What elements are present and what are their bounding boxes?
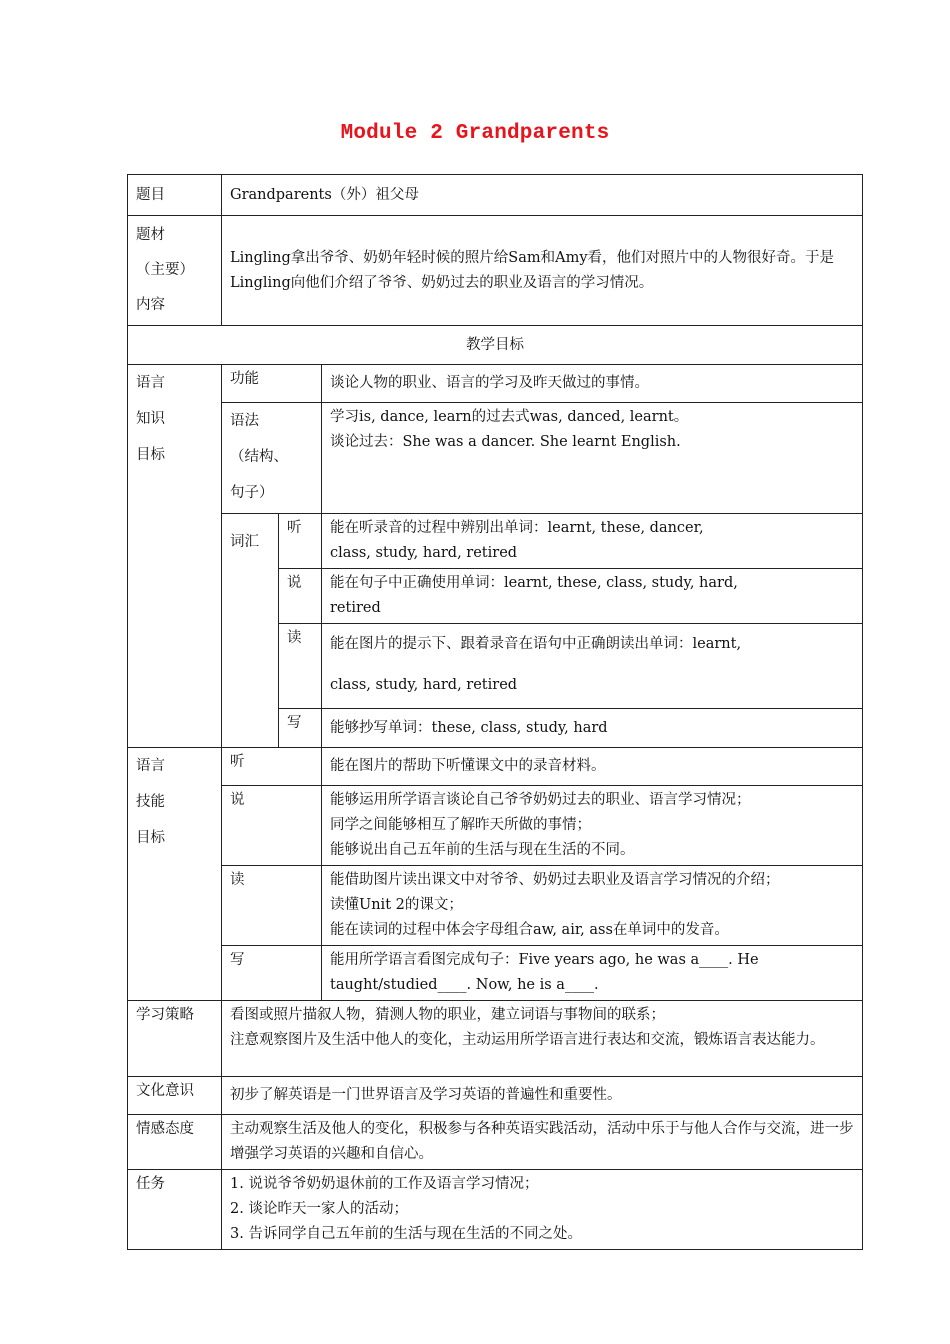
task-item: 1. 说说爷爷奶奶退休前的工作及语言学习情况； <box>230 1176 539 1192</box>
skills-row <box>128 866 863 946</box>
skills-desc-line: taught/studied____. Now, he is a____. <box>330 977 599 993</box>
skills-desc <box>322 866 863 946</box>
tasks-value <box>222 1170 863 1250</box>
skills-desc-line: 读懂Unit 2的课文； <box>330 897 463 913</box>
skills-desc-line: 能在图片的帮助下听懂课文中的录音材料。 <box>330 758 606 774</box>
vocab-skill: 听 <box>279 514 322 569</box>
skills-desc-line: 能够运用所学语言谈论自己爷爷奶奶过去的职业、语言学习情况； <box>330 792 751 808</box>
strategy-label: 学习策略 <box>128 1001 222 1077</box>
vocab-desc-line: class, study, hard, retired <box>330 545 518 561</box>
topic-label: 题目 <box>128 175 222 216</box>
grammar-value <box>322 403 863 514</box>
skills-desc <box>322 748 863 786</box>
strategy-line: 注意观察图片及生活中他人的变化，主动运用所学语言进行表达和交流，锻炼语言表达能力。 <box>230 1032 825 1048</box>
vocab-skill: 写 <box>279 709 322 748</box>
skills-desc-line: 同学之间能够相互了解昨天所做的事情； <box>330 817 591 833</box>
skills-desc-line: 能借助图片读出课文中对爷爷、奶奶过去职业及语言学习情况的介绍； <box>330 872 780 888</box>
skills-skill: 写 <box>222 946 322 1001</box>
function-row <box>128 365 863 403</box>
function-label: 功能 <box>222 365 322 403</box>
knowledge-label-line: 目标 <box>136 447 165 463</box>
grammar-row <box>128 403 863 514</box>
skills-label-line: 技能 <box>136 794 165 810</box>
grammar-label-line: 句子） <box>230 485 274 501</box>
vocab-skill: 说 <box>279 569 322 624</box>
vocab-desc-line: class, study, hard, retired <box>330 677 518 693</box>
vocab-desc-line: retired <box>330 600 381 616</box>
objectives-header: 教学目标 <box>128 326 863 365</box>
topic-value: Grandparents（外）祖父母 <box>222 175 863 216</box>
grammar-label-line: （结构、 <box>230 449 288 465</box>
skills-desc <box>322 786 863 866</box>
skills-desc-line: 能够说出自己五年前的生活与现在生活的不同。 <box>330 842 635 858</box>
skills-row <box>128 946 863 1001</box>
vocab-desc <box>322 514 863 569</box>
grammar-line: 谈论过去：She was a dancer. She learnt English. <box>330 434 681 450</box>
page-title: Module 2 Grandparents <box>340 122 610 145</box>
knowledge-label <box>128 365 222 748</box>
skills-desc <box>322 946 863 1001</box>
skills-label-line: 目标 <box>136 830 165 846</box>
content-label-line: 题材 <box>136 227 165 243</box>
skills-skill: 听 <box>222 748 322 786</box>
vocab-desc-line: 能在图片的提示下、跟着录音在语句中正确朗读出单词：learnt, <box>330 636 742 652</box>
skills-row <box>128 786 863 866</box>
culture-row <box>128 1077 863 1115</box>
objectives-header-row <box>128 326 863 365</box>
strategy-value <box>222 1001 863 1077</box>
attitude-label: 情感态度 <box>128 1115 222 1170</box>
attitude-value: 主动观察生活及他人的变化，积极参与各种英语实践活动，活动中乐于与他人合作与交流，进一步增强学习英语的兴趣和自信心。 <box>222 1115 863 1170</box>
content-row <box>128 216 863 326</box>
vocab-skill: 读 <box>279 624 322 709</box>
vocab-desc-line: 能在句子中正确使用单词：learnt, these, class, study, hard, <box>330 575 738 591</box>
lesson-plan-table <box>127 174 863 1250</box>
task-item: 2. 谈论昨天一家人的活动； <box>230 1201 408 1217</box>
culture-value: 初步了解英语是一门世界语言及学习英语的普遍性和重要性。 <box>222 1077 863 1115</box>
vocab-desc <box>322 709 863 748</box>
content-label-line: （主要） <box>136 262 194 278</box>
strategy-line: 看图或照片描叙人物，猜测人物的职业，建立词语与事物间的联系； <box>230 1007 665 1023</box>
knowledge-label-line: 语言 <box>136 375 165 391</box>
content-value: Lingling拿出爷爷、奶奶年轻时候的照片给Sam和Amy看，他们对照片中的人物很好奇。于是Lingling向他们介绍了爷爷、奶奶过去的职业及语言的学习情况。 <box>222 216 863 326</box>
vocab-desc <box>322 569 863 624</box>
skills-desc-line: 能在读词的过程中体会字母组合aw, air, ass在单词中的发音。 <box>330 922 729 938</box>
vocab-label: 词汇 <box>222 514 279 748</box>
vocab-desc-line: 能够抄写单词：these, class, study, hard <box>330 719 608 736</box>
vocab-desc <box>322 624 863 709</box>
vocab-desc-line: 能在听录音的过程中辨别出单词：learnt, these, dancer, <box>330 520 704 536</box>
skills-desc-line: 能用所学语言看图完成句子：Five years ago, he was a____. He <box>330 952 759 968</box>
knowledge-label-line: 知识 <box>136 411 165 427</box>
tasks-row <box>128 1170 863 1250</box>
skills-skill: 读 <box>222 866 322 946</box>
skills-label <box>128 748 222 1001</box>
strategy-row <box>128 1001 863 1077</box>
content-label <box>128 216 222 326</box>
skills-label-line: 语言 <box>136 758 165 774</box>
grammar-label <box>222 403 322 514</box>
culture-label: 文化意识 <box>128 1077 222 1115</box>
content-label-line: 内容 <box>136 297 165 313</box>
topic-row <box>128 175 863 216</box>
function-value: 谈论人物的职业、语言的学习及昨天做过的事情。 <box>322 365 863 403</box>
vocab-row <box>128 514 863 569</box>
skills-skill: 说 <box>222 786 322 866</box>
attitude-row <box>128 1115 863 1170</box>
task-item: 3. 告诉同学自己五年前的生活与现在生活的不同之处。 <box>230 1226 582 1242</box>
grammar-label-line: 语法 <box>230 413 259 429</box>
tasks-label: 任务 <box>128 1170 222 1250</box>
grammar-line: 学习is, dance, learn的过去式was, danced, learnt。 <box>330 409 689 425</box>
skills-row <box>128 748 863 786</box>
